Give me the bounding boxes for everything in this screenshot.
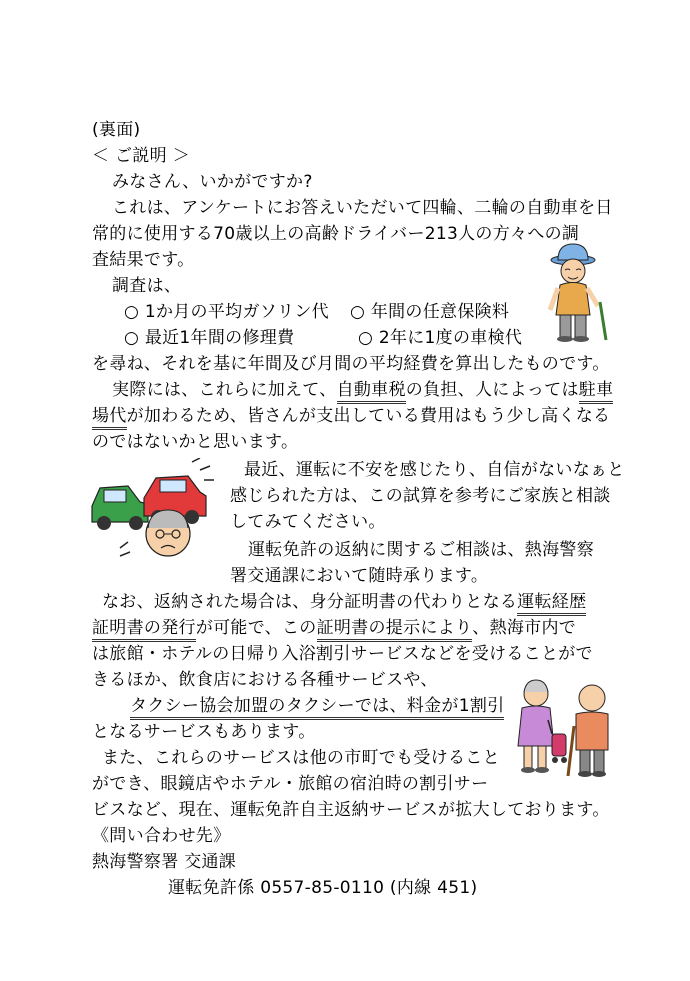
elderly-man-with-cane-icon xyxy=(540,240,610,345)
contact-phone: 運転免許係 0557-85-0110 (内線 451) xyxy=(168,878,478,898)
certificate-show-underline: 証明書の提示により xyxy=(317,618,473,642)
survey-lead: 調査は、 xyxy=(112,276,182,296)
taxi-discount-underline: タクシー協会加盟のタクシーでは、料金が1割引 xyxy=(130,696,504,720)
intro-line-2: 常的に使用する70歳以上の高齢ドライバー213人の方々への調 xyxy=(92,224,580,244)
survey-item-inspection: ○ 2年に1度の車検代 xyxy=(358,328,523,348)
car-collision-worried-elder-icon xyxy=(88,458,220,564)
benefits-line-2 xyxy=(92,618,576,638)
survey-item-gasoline: ○ 1か月の平均ガソリン代 xyxy=(124,302,329,322)
other-line-1: また、これらのサービスは他の市町でも受けること xyxy=(102,748,500,768)
benefits-line-4: きるほか、飲食店における各種サービスや、 xyxy=(92,670,438,690)
benefits-text: が可能で、この xyxy=(195,618,317,638)
advice-line-3: してみてください。 xyxy=(230,512,386,532)
benefits-text: なお、返納された場合は、身分証明書の代わりとなる xyxy=(102,592,518,612)
survey-item-repair: ○ 最近1年間の修理費 xyxy=(124,328,295,348)
costs-text: が加わるため、皆さんが支出している費用はもう少し高くなる xyxy=(126,406,611,426)
contact-office: 熱海警察署 交通課 xyxy=(92,852,237,872)
advice-line-1: 最近、運転に不安を感じたり、自信がないなぁと xyxy=(244,460,625,480)
benefits-line-5 xyxy=(130,696,504,716)
other-line-2: ができ、眼鏡店やホテル・旅館の宿泊時の割引サー xyxy=(92,774,489,794)
contact-heading: 《問い合わせ先》 xyxy=(92,826,231,846)
benefits-text: 、熱海市内で xyxy=(472,618,577,638)
costs-line-2 xyxy=(92,406,610,426)
advice-line-2: 感じられた方は、この試算を参考にご家族と相談 xyxy=(230,486,611,506)
greeting: みなさん、いかがですか? xyxy=(112,172,313,192)
benefits-line-6: となるサービスもあります。 xyxy=(92,722,316,742)
survey-item-insurance: ○ 年間の任意保険料 xyxy=(350,302,510,322)
survey-summary: を尋ね、それを基に年間及び月間の平均経費を算出したものです。 xyxy=(92,354,610,374)
benefits-line-3: は旅館・ホテルの日帰り入浴割引サービスなどを受けることがで xyxy=(92,644,593,664)
section-heading: ＜ ご説明 ＞ xyxy=(92,146,190,166)
intro-line-3: 査結果です。 xyxy=(92,250,195,270)
side-label: (裏面) xyxy=(92,120,141,140)
advice-line-4: 運転免許の返納に関するご相談は、熱海警察 xyxy=(248,540,594,560)
benefits-line-1 xyxy=(102,592,586,612)
driving-history-underline: 運転経歴 xyxy=(517,592,586,616)
costs-text: の負担、人によっては xyxy=(405,380,579,400)
certificate-issue-underline: 証明書の発行 xyxy=(92,618,196,642)
other-line-3: ビスなど、現在、運転免許自主返納サービスが拡大しております。 xyxy=(92,800,610,820)
car-tax-underline: 自動車税 xyxy=(337,380,406,404)
costs-line-3: のではないかと思います。 xyxy=(92,432,299,452)
intro-line-1: これは、アンケートにお答えいただいて四輪、二輪の自動車を日 xyxy=(112,198,613,218)
costs-text: 実際には、これらに加えて、 xyxy=(112,380,337,400)
elderly-couple-walking-icon xyxy=(510,676,620,782)
parking-underline: 駐車 xyxy=(579,380,614,404)
parking-fee-underline: 場代 xyxy=(92,406,127,430)
advice-line-5: 署交通課において随時承ります。 xyxy=(230,566,489,586)
costs-line-1 xyxy=(112,380,613,400)
